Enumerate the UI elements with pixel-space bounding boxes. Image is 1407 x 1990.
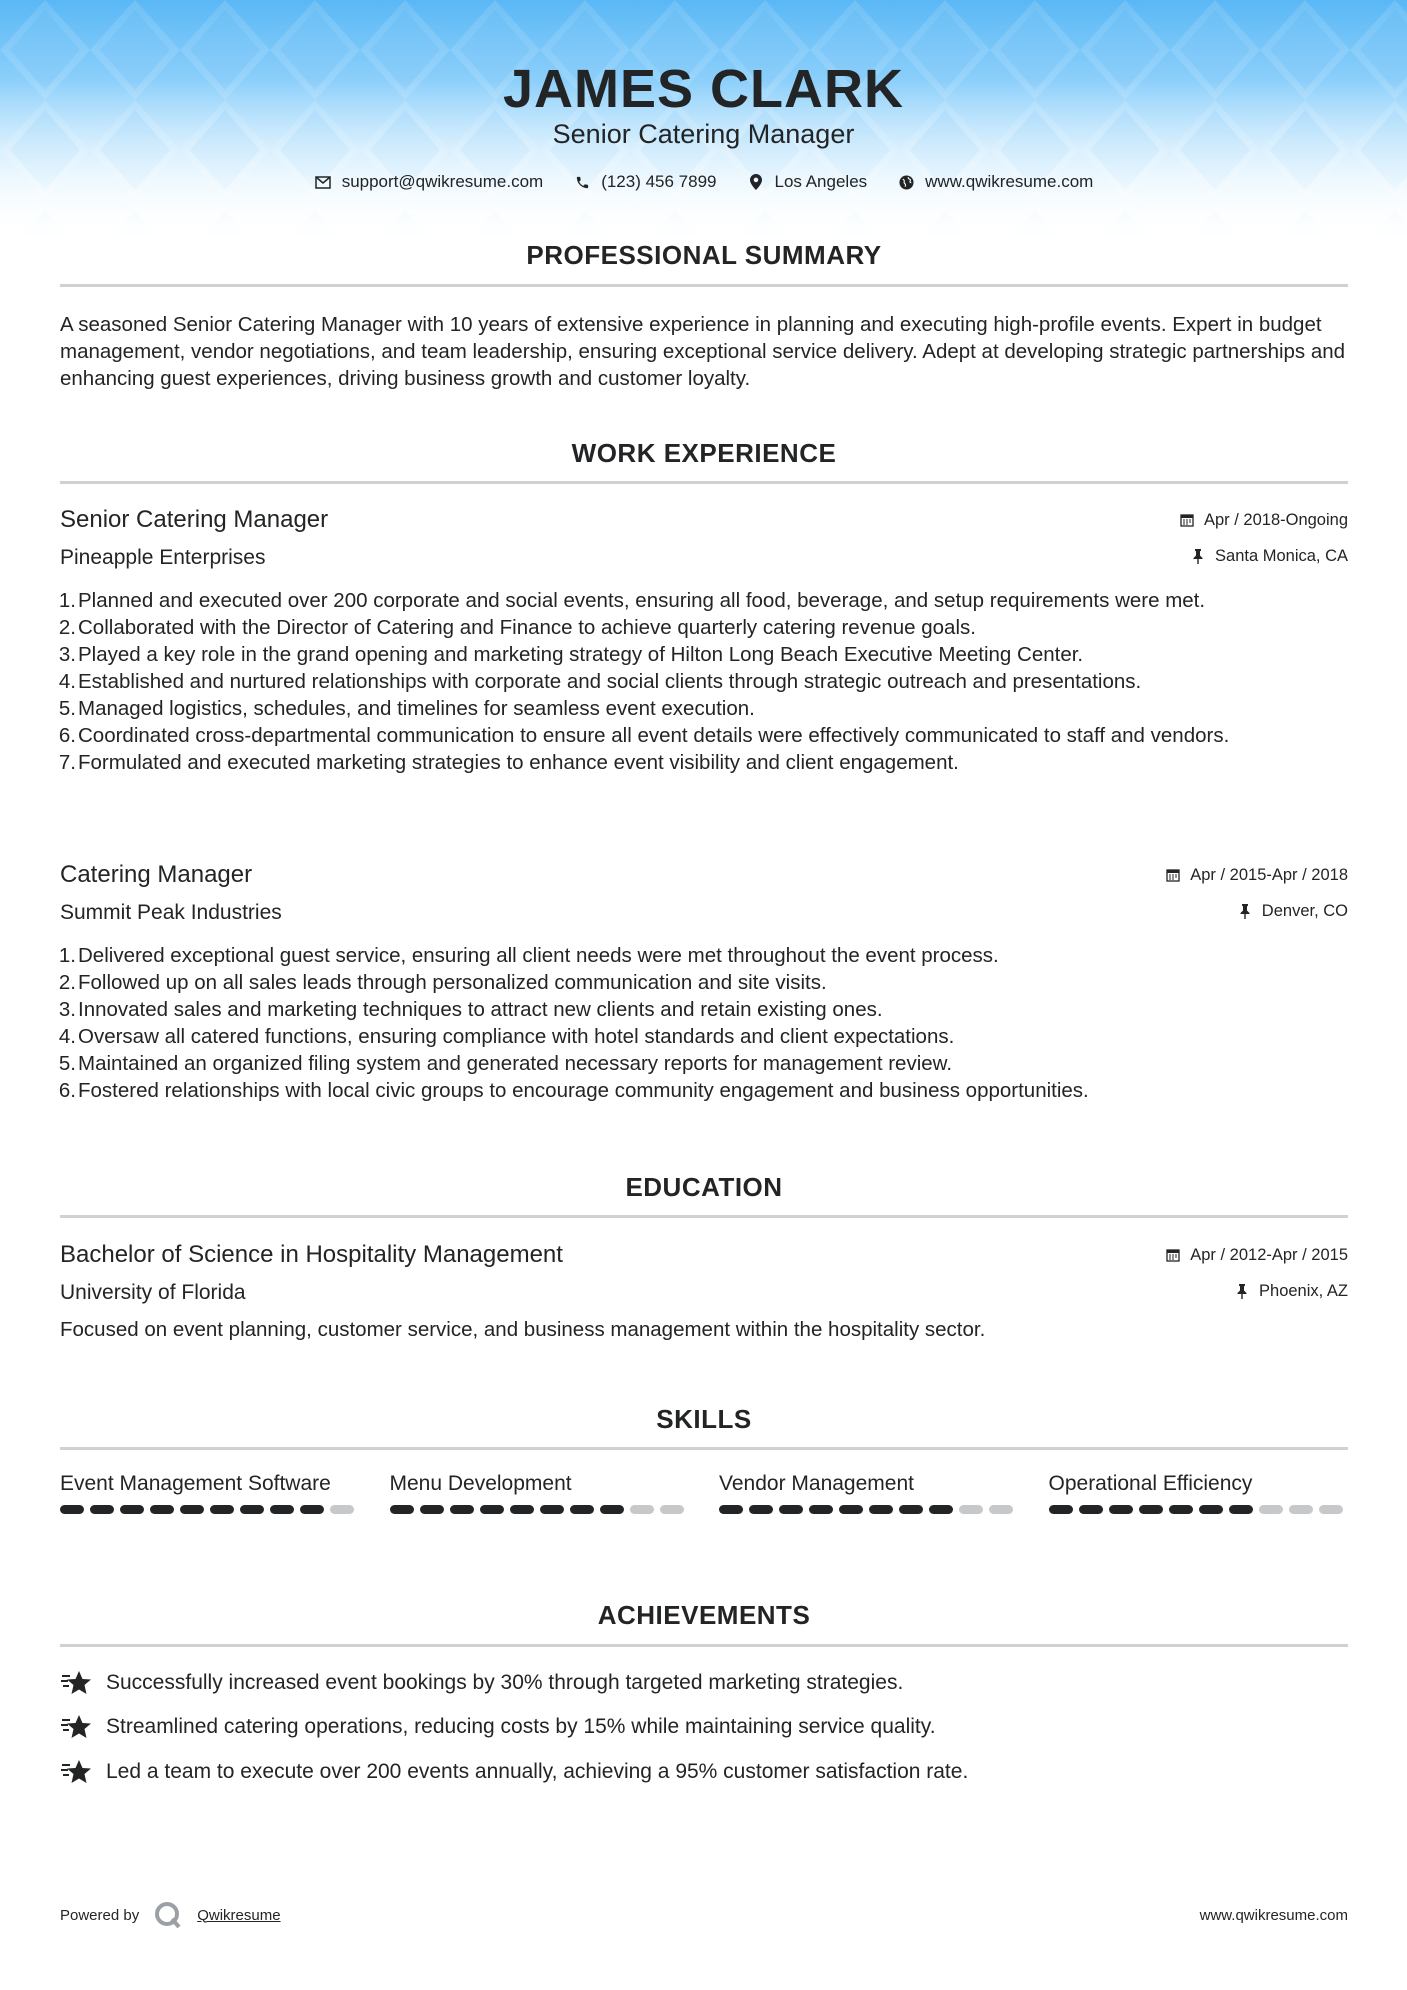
list-item-number: 6.	[58, 724, 76, 747]
skill-segment-filled	[1139, 1505, 1163, 1514]
skill-segment-empty	[1289, 1505, 1313, 1514]
skill-name: Menu Development	[389, 1472, 572, 1495]
job-dates-text: Apr / 2018-Ongoing	[1203, 510, 1348, 529]
job-dates	[1164, 866, 1348, 885]
pushpin-icon	[1189, 548, 1207, 566]
list-item-text: Managed logistics, schedules, and timelines for seamless event execution.	[78, 697, 755, 720]
education-dates	[1164, 1246, 1348, 1265]
pushpin-icon	[1236, 903, 1254, 921]
skill-level-bar	[719, 1505, 1019, 1514]
contact-website[interactable]	[897, 172, 1093, 192]
list-item-text: Played a key role in the grand opening and marketing strategy of Hilton Long Beach Executive Meeting Center.	[78, 643, 1084, 666]
list-item	[60, 942, 1350, 969]
calendar-icon	[1164, 866, 1182, 884]
skills-divider	[60, 1447, 1348, 1450]
experience-heading: WORK EXPERIENCE	[571, 438, 837, 468]
candidate-name: JAMES CLARK	[502, 59, 905, 119]
list-item-number: 3.	[58, 643, 76, 666]
skill-segment-empty	[630, 1505, 654, 1514]
skill-segment-filled	[240, 1505, 264, 1514]
candidate-title: Senior Catering Manager	[552, 119, 855, 149]
list-item	[60, 614, 1350, 641]
education-divider	[60, 1215, 1348, 1218]
list-item-number: 1.	[58, 944, 76, 967]
skill-segment-filled	[420, 1505, 444, 1514]
skill-segment-filled	[120, 1505, 144, 1514]
job-location	[1236, 902, 1348, 921]
skill-segment-filled	[210, 1505, 234, 1514]
education-heading: EDUCATION	[625, 1172, 783, 1202]
skill-segment-filled	[839, 1505, 863, 1514]
education-entry	[60, 1241, 1348, 1305]
skill-segment-filled	[779, 1505, 803, 1514]
skill-segment-filled	[1109, 1505, 1133, 1514]
skill-segment-filled	[480, 1505, 504, 1514]
achievement-item	[60, 1670, 1348, 1696]
list-item	[60, 996, 1350, 1023]
skill-segment-filled	[929, 1505, 953, 1514]
list-item-text: Formulated and executed marketing strategies to enhance event visibility and client engagement.	[78, 751, 959, 774]
job-entry-header	[60, 861, 1348, 925]
list-item-number: 2.	[58, 616, 76, 639]
skill-name: Operational Efficiency	[1048, 1472, 1253, 1495]
job-dates	[1178, 511, 1348, 530]
globe-icon	[897, 173, 915, 191]
skill-item	[719, 1470, 1019, 1514]
skill-segment-empty	[989, 1505, 1013, 1514]
list-item-text: Collaborated with the Director of Catering and Finance to achieve quarterly catering revenue goals.	[78, 616, 976, 639]
list-item-number: 3.	[58, 998, 76, 1021]
achievement-text: Streamlined catering operations, reducing costs by 15% while maintaining service quality.	[106, 1715, 936, 1738]
list-item	[60, 668, 1350, 695]
skill-segment-empty	[330, 1505, 354, 1514]
job-location	[1189, 547, 1348, 566]
skill-segment-filled	[570, 1505, 594, 1514]
skill-segment-filled	[540, 1505, 564, 1514]
education-description: Focused on event planning, customer service, and business management within the hospitality sector.	[60, 1318, 986, 1341]
skill-level-bar	[60, 1505, 360, 1514]
skill-segment-filled	[809, 1505, 833, 1514]
education-location-text: Phoenix, AZ	[1259, 1282, 1348, 1300]
skill-segment-filled	[300, 1505, 324, 1514]
list-item-number: 7.	[58, 751, 76, 774]
phone-text: (123) 456 7899	[601, 172, 717, 191]
school: University of Florida	[60, 1281, 246, 1304]
summary-text: A seasoned Senior Catering Manager with 10 years of extensive experience in planning and executing high-profile events. Expert in budget management, vendor negotiations, and team leadership, ensuring exceptional service delivery. Adept at developing strategic partnerships and enhancing guest experiences, driving business growth and customer loyalty.	[60, 313, 1346, 390]
job-company: Summit Peak Industries	[60, 901, 282, 924]
contact-phone[interactable]	[573, 172, 716, 192]
skill-segment-empty	[959, 1505, 983, 1514]
summary-divider	[60, 284, 1348, 287]
skill-segment-filled	[270, 1505, 294, 1514]
achievements-divider	[60, 1644, 1348, 1647]
skill-segment-filled	[60, 1505, 84, 1514]
brand-link[interactable]: Qwikresume	[197, 1906, 281, 1924]
achievement-text: Successfully increased event bookings by 30% through targeted marketing strategies.	[106, 1671, 904, 1694]
skill-segment-empty	[660, 1505, 684, 1514]
list-item-text: Innovated sales and marketing techniques to attract new clients and retain existing ones.	[78, 998, 883, 1021]
star-badge-icon	[60, 1670, 92, 1696]
list-item	[60, 641, 1350, 668]
location-text: Los Angeles	[774, 172, 868, 191]
list-item-number: 4.	[58, 1025, 76, 1048]
job-bullet-list	[60, 942, 1350, 1104]
skill-segment-filled	[390, 1505, 414, 1514]
email-text: support@qwikresume.com	[341, 172, 544, 191]
list-item	[60, 1077, 1350, 1104]
skill-segment-filled	[1229, 1505, 1253, 1514]
powered-by-label: Powered by	[60, 1906, 140, 1924]
list-item-number: 5.	[58, 1052, 76, 1075]
skill-segment-filled	[1079, 1505, 1103, 1514]
list-item-number: 6.	[58, 1079, 76, 1102]
list-item	[60, 969, 1350, 996]
envelope-icon	[314, 173, 332, 191]
powered-by	[60, 1900, 281, 1930]
skill-segment-filled	[180, 1505, 204, 1514]
list-item-text: Followed up on all sales leads through personalized communication and site visits.	[78, 971, 827, 994]
skill-segment-filled	[1049, 1505, 1073, 1514]
experience-divider	[60, 481, 1348, 484]
qwikresume-logo-icon	[153, 1900, 183, 1930]
degree: Bachelor of Science in Hospitality Management	[60, 1241, 563, 1268]
list-item-number: 4.	[58, 670, 76, 693]
summary-heading: PROFESSIONAL SUMMARY	[526, 240, 882, 270]
skill-segment-filled	[719, 1505, 743, 1514]
job-location-text: Denver, CO	[1261, 902, 1348, 920]
list-item-number: 1.	[58, 589, 76, 612]
contact-email[interactable]	[314, 172, 544, 192]
list-item-text: Oversaw all catered functions, ensuring compliance with hotel standards and client expectations.	[78, 1025, 955, 1048]
skill-level-bar	[1049, 1505, 1349, 1514]
phone-icon	[573, 173, 591, 191]
skill-name: Event Management Software	[60, 1472, 331, 1495]
skill-segment-filled	[90, 1505, 114, 1514]
contact-bar	[0, 172, 1407, 192]
skill-level-bar	[390, 1505, 690, 1514]
website-text: www.qwikresume.com	[925, 172, 1094, 191]
list-item-text: Delivered exceptional guest service, ensuring all client needs were met throughout the event process.	[78, 944, 999, 967]
list-item	[60, 1023, 1350, 1050]
skill-segment-filled	[150, 1505, 174, 1514]
skill-segment-filled	[869, 1505, 893, 1514]
skill-segment-filled	[510, 1505, 534, 1514]
skill-segment-filled	[600, 1505, 624, 1514]
calendar-icon	[1178, 511, 1196, 529]
education-dates-text: Apr / 2012-Apr / 2015	[1190, 1245, 1348, 1264]
skill-item	[1049, 1470, 1349, 1514]
job-dates-text: Apr / 2015-Apr / 2018	[1190, 865, 1348, 884]
skill-item	[60, 1470, 360, 1514]
contact-location	[747, 172, 868, 192]
list-item	[60, 695, 1350, 722]
list-item-number: 2.	[58, 971, 76, 994]
job-entry-header	[60, 506, 1348, 570]
list-item-text: Maintained an organized filing system and generated necessary reports for management review.	[78, 1052, 953, 1075]
skills-grid	[60, 1470, 1348, 1514]
achievement-item	[60, 1714, 1348, 1740]
list-item-text: Fostered relationships with local civic groups to encourage community engagement and business opportunities.	[78, 1079, 1089, 1102]
skill-segment-filled	[899, 1505, 923, 1514]
calendar-icon	[1164, 1246, 1182, 1264]
list-item-text: Planned and executed over 200 corporate and social events, ensuring all food, beverage, and setup requirements were met.	[78, 589, 1206, 612]
skill-segment-empty	[1259, 1505, 1283, 1514]
skill-segment-filled	[1169, 1505, 1193, 1514]
list-item	[60, 587, 1350, 614]
list-item	[60, 749, 1350, 776]
skill-segment-filled	[450, 1505, 474, 1514]
skill-segment-filled	[749, 1505, 773, 1514]
skills-heading: SKILLS	[656, 1404, 752, 1434]
skill-item	[390, 1470, 690, 1514]
job-company: Pineapple Enterprises	[60, 546, 266, 569]
achievement-text: Led a team to execute over 200 events annually, achieving a 95% customer satisfaction rate.	[106, 1760, 969, 1783]
list-item-text: Established and nurtured relationships with corporate and social clients through strategic outreach and presentations.	[78, 670, 1142, 693]
list-item	[60, 722, 1350, 749]
skill-segment-empty	[1319, 1505, 1343, 1514]
skill-name: Vendor Management	[719, 1472, 914, 1495]
list-item	[60, 1050, 1350, 1077]
list-item-number: 5.	[58, 697, 76, 720]
achievements-heading: ACHIEVEMENTS	[597, 1600, 811, 1630]
job-role: Senior Catering Manager	[60, 506, 329, 533]
education-location	[1233, 1282, 1348, 1301]
job-location-text: Santa Monica, CA	[1215, 547, 1348, 565]
footer-site[interactable]: www.qwikresume.com	[1199, 1906, 1348, 1924]
pushpin-icon	[1233, 1283, 1251, 1301]
star-badge-icon	[60, 1714, 92, 1740]
list-item-text: Coordinated cross-departmental communication to ensure all event details were effectively communicated to staff and vendors.	[78, 724, 1230, 747]
job-bullet-list	[60, 587, 1350, 776]
skill-segment-filled	[1199, 1505, 1223, 1514]
job-role: Catering Manager	[60, 861, 253, 888]
footer	[60, 1900, 1348, 1930]
achievement-item	[60, 1759, 1348, 1785]
map-pin-icon	[747, 173, 765, 191]
star-badge-icon	[60, 1759, 92, 1785]
